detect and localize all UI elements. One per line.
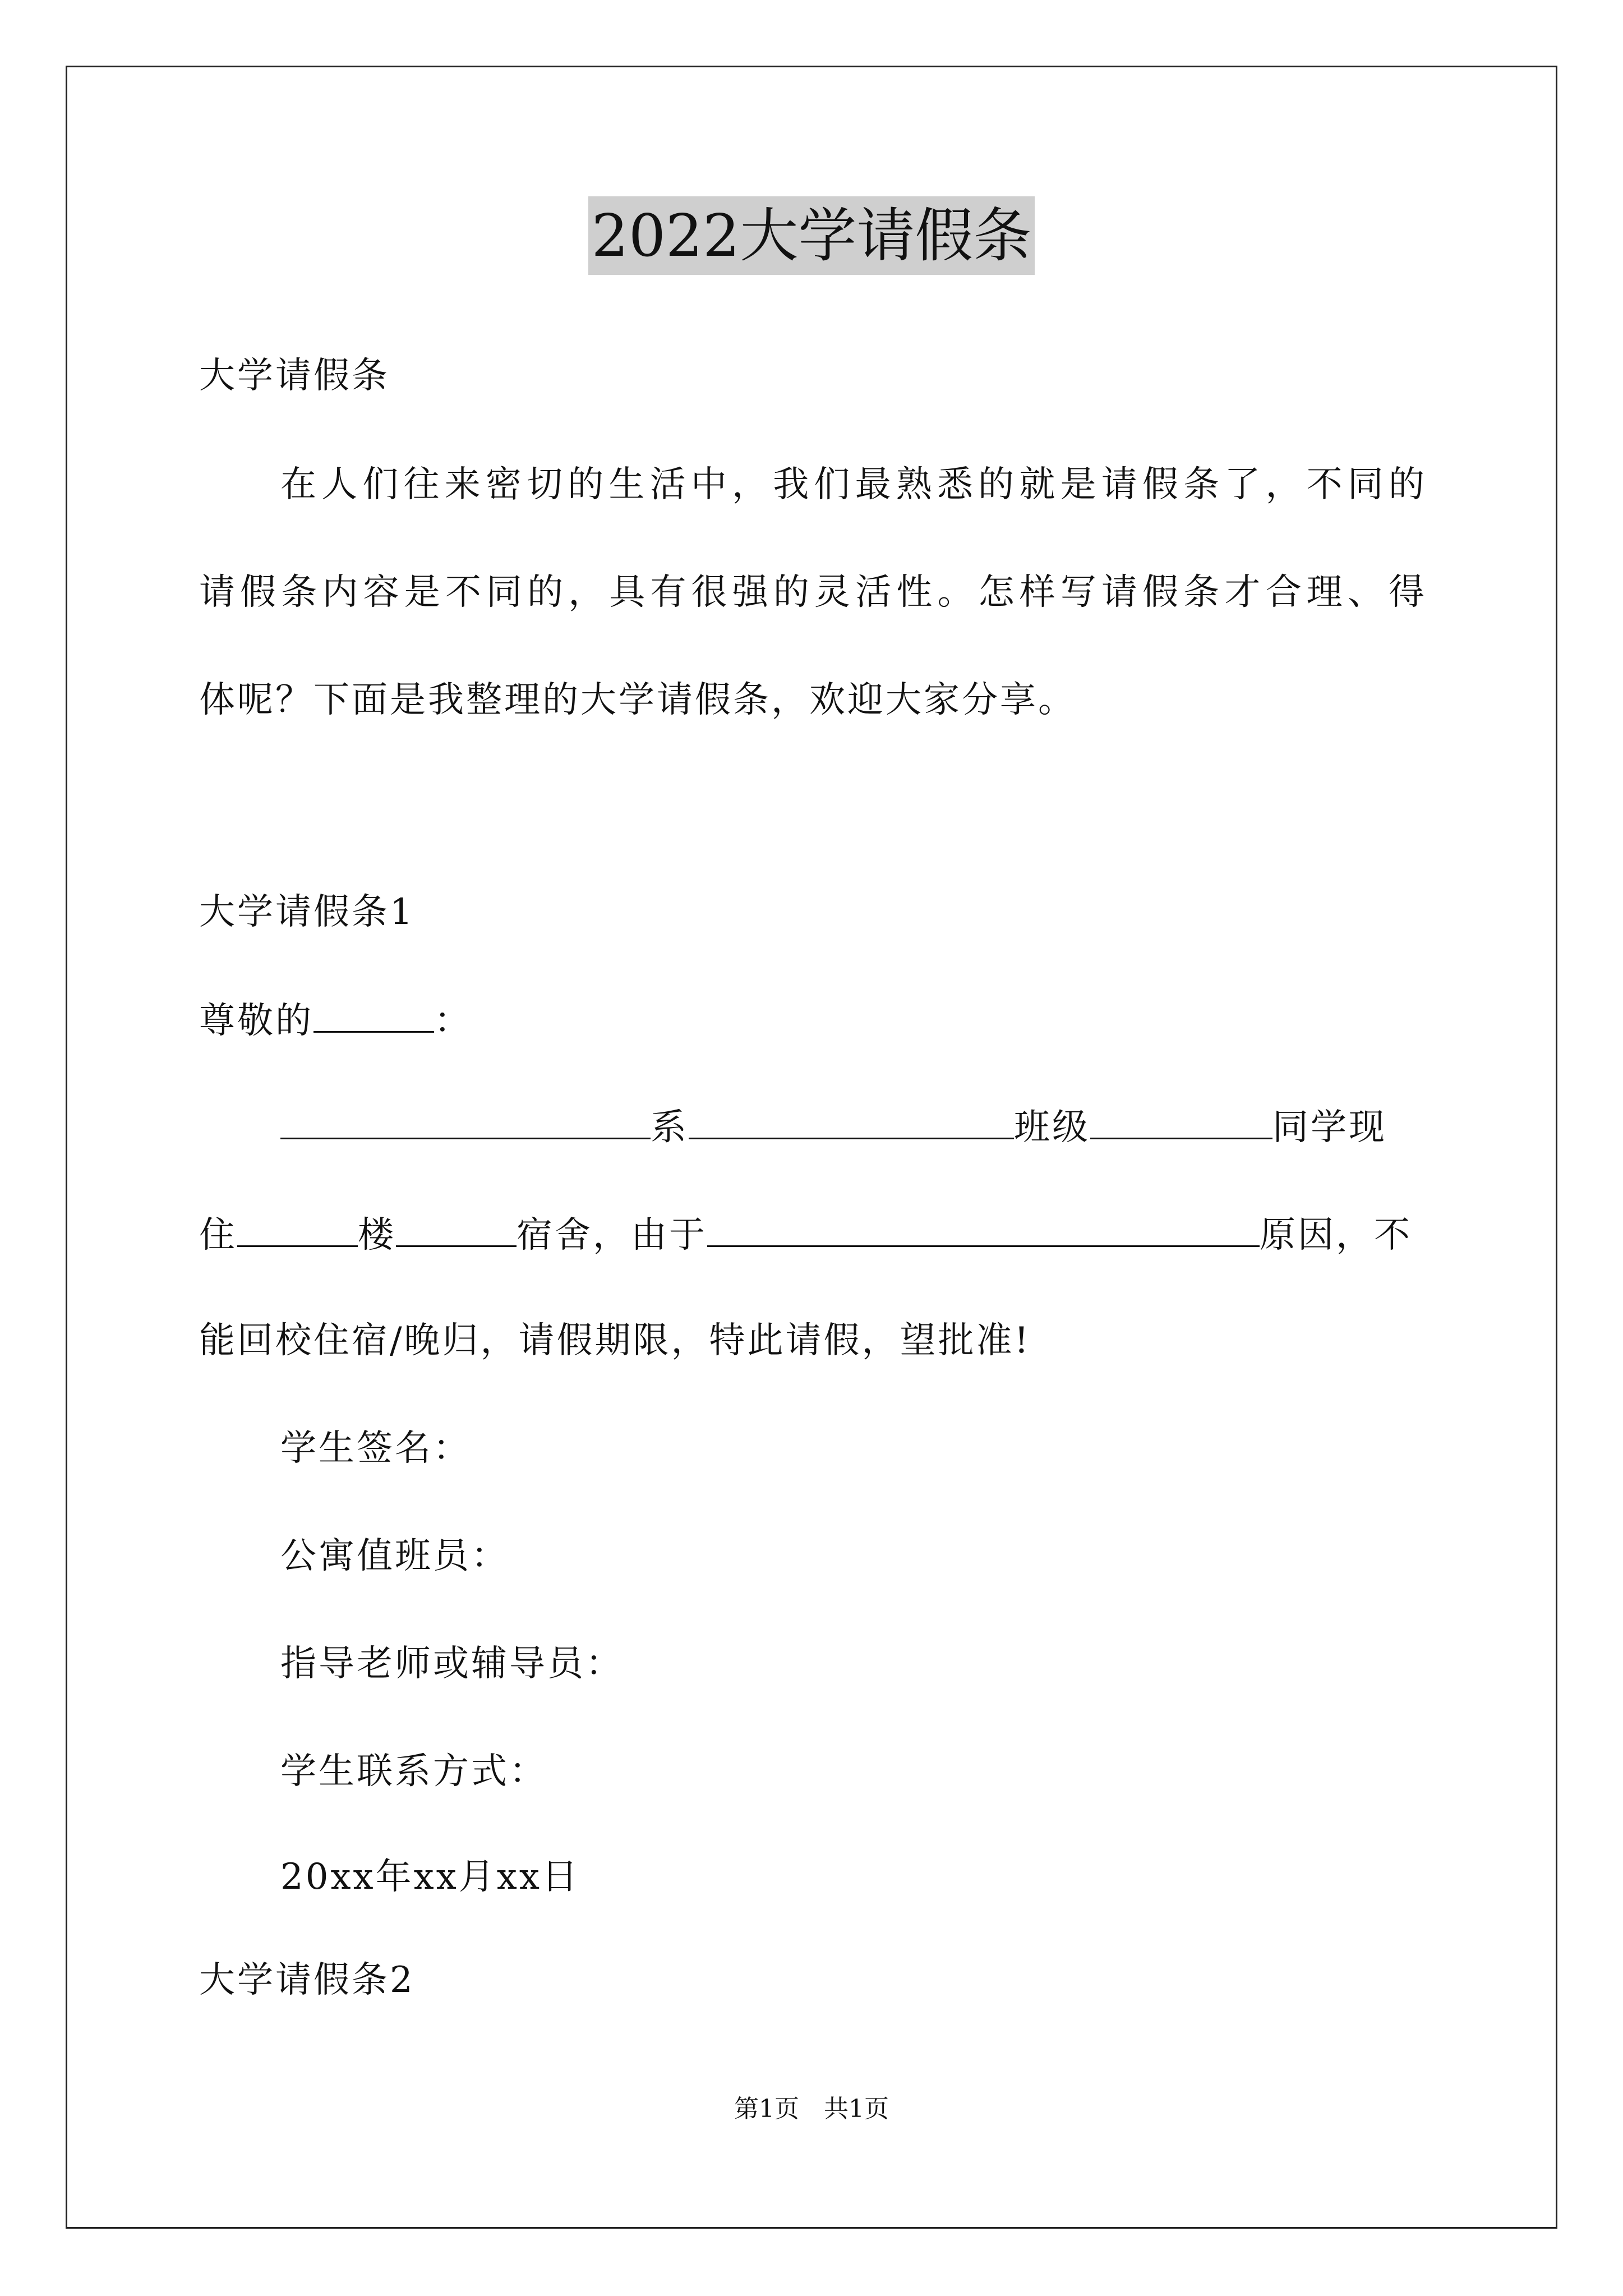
salutation-colon: ：	[434, 1000, 472, 1042]
name-blank	[280, 1105, 651, 1139]
form-line-2	[199, 1213, 1412, 1258]
date-line: 20xx年xx月xx日	[280, 1856, 580, 1898]
advisor-label: 指导老师或辅导员：	[280, 1643, 624, 1685]
form-class-label: 班级	[1014, 1107, 1090, 1148]
recipient-blank	[313, 999, 434, 1033]
form-line-1	[280, 1105, 1387, 1150]
form-dept-label: 系	[651, 1107, 689, 1148]
salutation-line	[199, 999, 472, 1043]
document-heading: 大学请假条	[199, 355, 390, 397]
title-wrap	[0, 196, 1623, 275]
salutation-text: 尊敬的	[199, 1000, 313, 1042]
form-dorm-label: 宿舍，由于	[517, 1214, 707, 1256]
contact-label: 学生联系方式：	[280, 1751, 547, 1792]
form-line-3: 能回校住宿/晚归，请假期限，特此请假，望批准!	[199, 1320, 1031, 1361]
intro-line-2: 请假条内容是不同的，具有很强的灵活性。怎样写请假条才合理、得	[199, 572, 1424, 613]
intro-line-1: 在人们往来密切的生活中，我们最熟悉的就是请假条了，不同的	[280, 464, 1424, 505]
intro-line-3: 体呢？下面是我整理的大学请假条，欢迎大家分享。	[199, 679, 1076, 721]
dept-blank	[689, 1105, 1014, 1139]
page-footer: 第1页 共1页	[734, 2095, 889, 2123]
form-student-label: 同学现	[1272, 1107, 1387, 1148]
student-signature-label: 学生签名：	[280, 1428, 471, 1469]
class-blank	[1090, 1105, 1272, 1139]
section2-heading: 大学请假条2	[199, 1959, 415, 2001]
form-live-label: 住	[199, 1214, 237, 1256]
dorm-staff-label: 公寓值班员：	[280, 1535, 509, 1577]
dorm-blank	[396, 1213, 517, 1247]
building-blank	[237, 1213, 358, 1247]
section1-heading: 大学请假条1	[199, 891, 415, 933]
form-building-label: 楼	[358, 1214, 396, 1256]
reason-blank	[707, 1213, 1260, 1247]
document-title: 2022大学请假条	[588, 196, 1035, 275]
form-reason-label: 原因，不	[1260, 1214, 1412, 1256]
